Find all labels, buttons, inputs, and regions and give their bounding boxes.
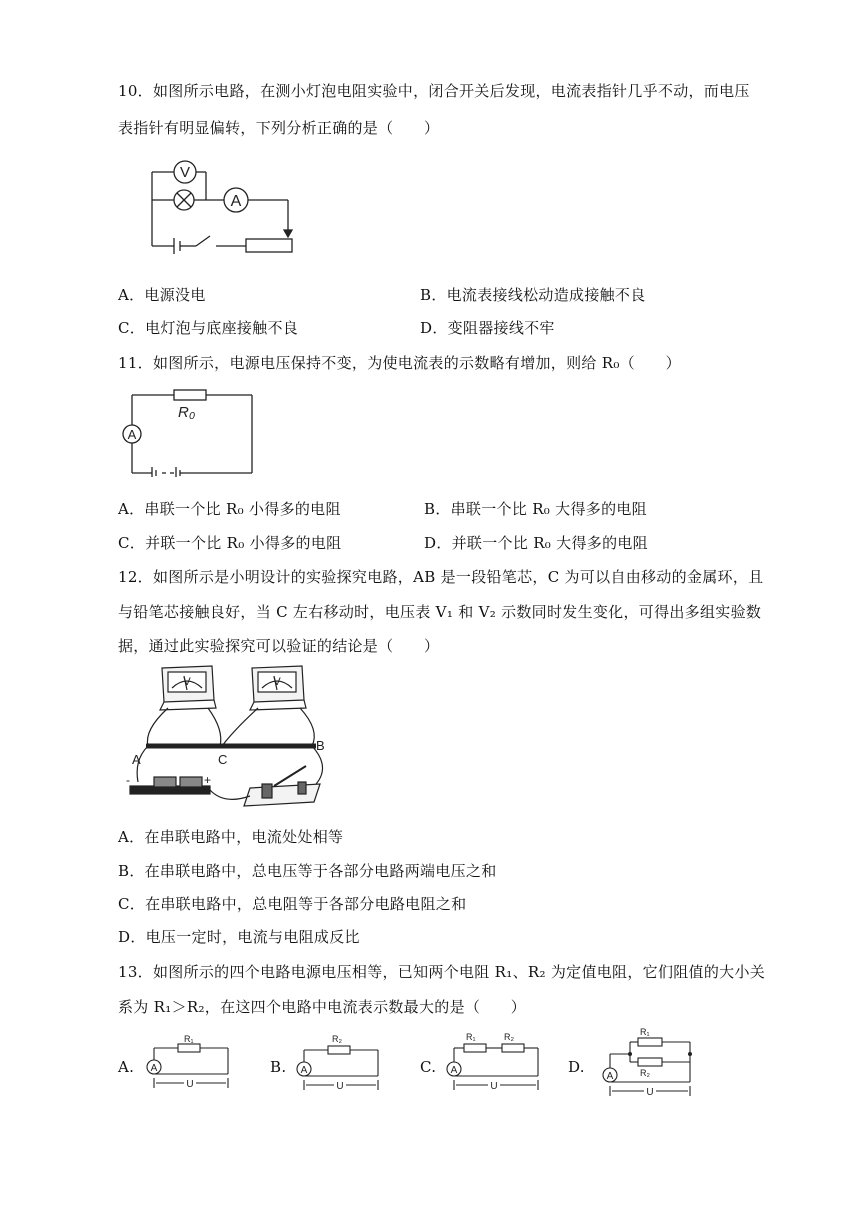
q12-v2-label: V [273,676,281,688]
q11-stem-line1: 11．如图所示，电源电压保持不变，为使电流表的示数略有增加，则给 R₀（ ） [118,354,681,372]
q13-b-u: U [336,1081,344,1092]
q12-stem-line2: 与铅笔芯接触良好，当 C 左右移动时，电压表 V₁ 和 V₂ 示数同时发生变化，可得出多组实验数 [118,603,762,621]
q11-ammeter-label: A [127,427,137,442]
q13-a-r1: R₁ [184,1034,194,1044]
q13-stem-line2: 系为 R₁＞R₂，在这四个电路中电流表示数最大的是（ ） [118,998,527,1016]
q13-option-a-circuit[interactable] [144,1034,236,1094]
q11-option-c[interactable]: C．并联一个比 R₀ 小得多的电阻 [118,534,342,552]
q10-circuit-diagram [140,150,310,262]
q13-option-b-circuit[interactable] [294,1030,386,1092]
q13-option-d-letter[interactable]: D. [568,1058,585,1076]
q10-stem-line2: 表指针有明显偏转，下列分析正确的是（ ） [118,119,440,137]
q12-option-a[interactable]: A．在串联电路中，电流处处相等 [118,828,344,846]
q12-v1-label: V [183,676,191,688]
q10-voltmeter-label: V [179,164,191,181]
q10-option-a[interactable]: A．电源没电 [118,286,206,304]
q13-b-ammeter: A [300,1065,308,1076]
q11-circuit-diagram [118,385,258,477]
q12-option-b[interactable]: B．在串联电路中，总电压等于各部分电路两端电压之和 [118,862,497,880]
q12-option-c[interactable]: C．在串联电路中，总电阻等于各部分电路电阻之和 [118,895,467,913]
q10-stem-line1: 10．如图所示电路，在测小灯泡电阻实验中，闭合开关后发现，电流表指针几乎不动，而电压 [118,82,750,100]
q13-option-c-letter[interactable]: C. [420,1058,437,1076]
q11-option-d[interactable]: D．并联一个比 R₀ 大得多的电阻 [424,534,648,552]
q13-c-r1: R₁ [466,1032,476,1042]
q12-label-a: A [132,752,141,767]
q13-c-u: U [490,1081,498,1092]
q13-b-r2: R₂ [332,1034,342,1044]
q12-label-c: C [218,752,228,767]
q13-d-r1: R₁ [640,1027,650,1037]
q11-option-a[interactable]: A．串联一个比 R₀ 小得多的电阻 [118,500,341,518]
q10-option-c[interactable]: C．电灯泡与底座接触不良 [118,319,299,337]
q12-option-d[interactable]: D．电压一定时，电流与电阻成反比 [118,928,360,946]
q13-d-r2: R₂ [640,1068,650,1078]
q12-label-plus: + [204,773,212,787]
q12-stem-line1: 12．如图所示是小明设计的实验探究电路，AB 是一段铅笔芯，C 为可以自由移动的金属环，且 [118,568,764,586]
q12-label-minus: - [126,773,130,787]
q12-experiment-diagram [124,660,334,810]
q13-option-a-letter[interactable]: A. [118,1058,135,1076]
q10-option-b[interactable]: B．电流表接线松动造成接触不良 [420,286,646,304]
q13-option-c-circuit[interactable] [444,1028,544,1094]
q13-option-d-circuit[interactable] [596,1024,700,1104]
q12-stem-line3: 据，通过此实验探究可以验证的结论是（ ） [118,637,440,655]
q10-ammeter-label: A [230,193,242,210]
q13-c-ammeter: A [450,1065,458,1076]
q13-a-ammeter: A [150,1063,158,1074]
q13-d-u: U [646,1087,654,1098]
q12-label-b: B [316,738,325,753]
q11-resistor-label: R₀ [178,404,196,421]
q13-stem-line1: 13．如图所示的四个电路电源电压相等，已知两个电阻 R₁、R₂ 为定值电阻，它们阻值的大小关 [118,963,766,981]
q13-a-u: U [186,1079,194,1090]
q13-option-b-letter[interactable]: B. [270,1058,287,1076]
q10-option-d[interactable]: D．变阻器接线不牢 [420,319,555,337]
q13-c-r2: R₂ [504,1032,514,1042]
q13-d-ammeter: A [606,1071,614,1082]
q11-option-b[interactable]: B．串联一个比 R₀ 大得多的电阻 [424,500,647,518]
